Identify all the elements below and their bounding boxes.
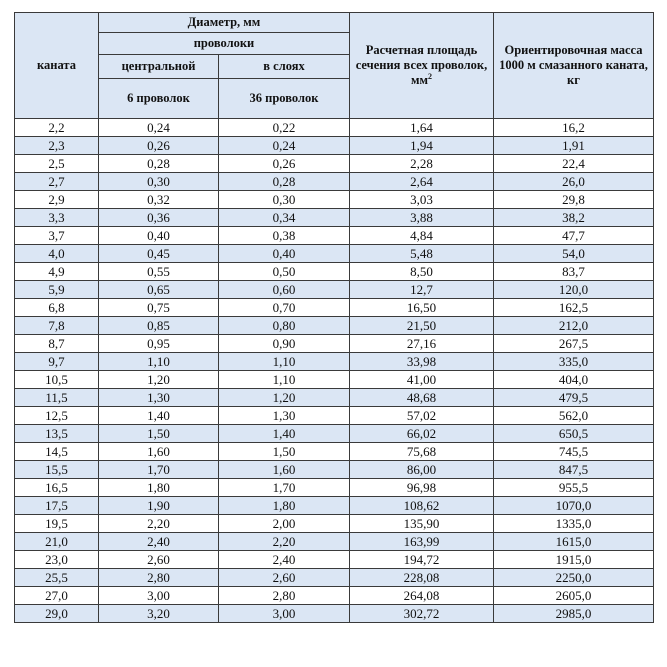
mass-cell: 1615,0	[494, 533, 654, 551]
table-row	[15, 587, 654, 605]
rope-diameter-cell: 12,5	[15, 407, 99, 425]
central-wire-cell: 0,65	[99, 281, 219, 299]
central-wire-header: центральной	[99, 55, 219, 79]
diameter-header: Диаметр, мм	[99, 13, 350, 33]
rope-diameter-cell: 25,5	[15, 569, 99, 587]
table-row	[15, 137, 654, 155]
mass-cell: 212,0	[494, 317, 654, 335]
mass-cell: 29,8	[494, 191, 654, 209]
area-cell: 2,64	[350, 173, 494, 191]
layer-wire-cell: 0,30	[219, 191, 350, 209]
table-row	[15, 227, 654, 245]
mass-cell: 267,5	[494, 335, 654, 353]
rope-diameter-cell: 2,7	[15, 173, 99, 191]
wires-header: проволоки	[99, 33, 350, 55]
rope-spec-table	[14, 12, 654, 623]
rope-diameter-cell: 23,0	[15, 551, 99, 569]
rope-diameter-cell: 10,5	[15, 371, 99, 389]
layer-wire-cell: 3,00	[219, 605, 350, 623]
layer-wire-cell: 1,50	[219, 443, 350, 461]
layer-wire-cell: 2,40	[219, 551, 350, 569]
central-wire-cell: 0,36	[99, 209, 219, 227]
table-row	[15, 335, 654, 353]
mass-cell: 2985,0	[494, 605, 654, 623]
table-row	[15, 389, 654, 407]
area-cell: 228,08	[350, 569, 494, 587]
table-row	[15, 407, 654, 425]
table-row	[15, 119, 654, 137]
rope-diameter-cell: 4,0	[15, 245, 99, 263]
area-cell: 75,68	[350, 443, 494, 461]
rope-diameter-cell: 4,9	[15, 263, 99, 281]
mass-header: Ориентировочная масса 1000 м смазанного каната, кг	[494, 13, 654, 119]
rope-diameter-cell: 9,7	[15, 353, 99, 371]
area-cell: 135,90	[350, 515, 494, 533]
area-cell: 41,00	[350, 371, 494, 389]
central-wire-cell: 1,70	[99, 461, 219, 479]
mass-cell: 650,5	[494, 425, 654, 443]
rope-diameter-cell: 21,0	[15, 533, 99, 551]
mass-cell: 1,91	[494, 137, 654, 155]
area-cell: 86,00	[350, 461, 494, 479]
central-wire-cell: 1,90	[99, 497, 219, 515]
layer-wire-cell: 0,22	[219, 119, 350, 137]
table-row	[15, 551, 654, 569]
area-cell: 5,48	[350, 245, 494, 263]
mass-cell: 162,5	[494, 299, 654, 317]
central-wire-cell: 0,75	[99, 299, 219, 317]
table-row	[15, 443, 654, 461]
layer-wire-cell: 0,26	[219, 155, 350, 173]
rope-diameter-cell: 19,5	[15, 515, 99, 533]
layer-wire-cell: 0,38	[219, 227, 350, 245]
area-cell: 21,50	[350, 317, 494, 335]
central-wire-cell: 0,26	[99, 137, 219, 155]
layer-wire-cell: 2,00	[219, 515, 350, 533]
layer-wire-cell: 0,40	[219, 245, 350, 263]
mass-cell: 745,5	[494, 443, 654, 461]
layer-wire-cell: 2,60	[219, 569, 350, 587]
central-wire-cell: 1,50	[99, 425, 219, 443]
central-wire-cell: 1,60	[99, 443, 219, 461]
layer-wire-cell: 0,90	[219, 335, 350, 353]
table-row	[15, 533, 654, 551]
area-cell: 302,72	[350, 605, 494, 623]
area-header	[350, 13, 494, 119]
rope-diameter-cell: 11,5	[15, 389, 99, 407]
layer-wire-cell: 1,70	[219, 479, 350, 497]
table-row	[15, 605, 654, 623]
layer-wire-cell: 1,10	[219, 371, 350, 389]
rope-diameter-cell: 29,0	[15, 605, 99, 623]
rope-diameter-cell: 3,3	[15, 209, 99, 227]
central-wire-cell: 3,00	[99, 587, 219, 605]
central-wire-cell: 1,40	[99, 407, 219, 425]
area-cell: 264,08	[350, 587, 494, 605]
area-cell: 33,98	[350, 353, 494, 371]
table-row	[15, 515, 654, 533]
layer-wire-cell: 0,70	[219, 299, 350, 317]
central-wire-cell: 0,28	[99, 155, 219, 173]
layer-wire-cell: 2,80	[219, 587, 350, 605]
central-wire-cell: 0,45	[99, 245, 219, 263]
table-row	[15, 299, 654, 317]
layer-wire-cell: 2,20	[219, 533, 350, 551]
central-wire-cell: 3,20	[99, 605, 219, 623]
rope-diameter-cell: 14,5	[15, 443, 99, 461]
area-cell: 16,50	[350, 299, 494, 317]
central-wire-cell: 2,20	[99, 515, 219, 533]
layer-wire-cell: 0,60	[219, 281, 350, 299]
mass-cell: 1070,0	[494, 497, 654, 515]
mass-cell: 22,4	[494, 155, 654, 173]
mass-cell: 47,7	[494, 227, 654, 245]
layer-wire-cell: 1,80	[219, 497, 350, 515]
rope-diameter-cell: 2,2	[15, 119, 99, 137]
area-header-label: Расчетная площадь сечения всех проволок, мм	[355, 43, 488, 87]
table-row	[15, 263, 654, 281]
mass-cell: 335,0	[494, 353, 654, 371]
central-wire-cell: 0,30	[99, 173, 219, 191]
layer-wire-cell: 1,60	[219, 461, 350, 479]
table-row	[15, 461, 654, 479]
table-body	[15, 119, 654, 623]
area-cell: 48,68	[350, 389, 494, 407]
mass-cell: 562,0	[494, 407, 654, 425]
layer-wire-cell: 0,24	[219, 137, 350, 155]
central-wire-cell: 0,55	[99, 263, 219, 281]
rope-diameter-cell: 8,7	[15, 335, 99, 353]
area-cell: 1,94	[350, 137, 494, 155]
central-wire-cell: 2,80	[99, 569, 219, 587]
central-wire-cell: 1,10	[99, 353, 219, 371]
table-row	[15, 569, 654, 587]
layer-wire-cell: 1,40	[219, 425, 350, 443]
table-container	[14, 12, 654, 623]
central-wire-cell: 1,20	[99, 371, 219, 389]
table-header	[15, 13, 654, 119]
layer-wire-cell: 0,50	[219, 263, 350, 281]
area-cell: 4,84	[350, 227, 494, 245]
rope-diameter-cell: 2,9	[15, 191, 99, 209]
area-cell: 96,98	[350, 479, 494, 497]
area-cell: 3,03	[350, 191, 494, 209]
layer-wire-cell: 1,20	[219, 389, 350, 407]
central-wire-cell: 1,80	[99, 479, 219, 497]
layer-wire-cell: 0,80	[219, 317, 350, 335]
rope-diameter-cell: 17,5	[15, 497, 99, 515]
table-row	[15, 371, 654, 389]
central-wire-cell: 0,85	[99, 317, 219, 335]
layer-wire-cell: 1,10	[219, 353, 350, 371]
mass-cell: 16,2	[494, 119, 654, 137]
layer-wire-cell: 1,30	[219, 407, 350, 425]
mass-cell: 54,0	[494, 245, 654, 263]
mass-cell: 120,0	[494, 281, 654, 299]
layer-count-header: 36 проволок	[219, 79, 350, 119]
central-wire-cell: 2,40	[99, 533, 219, 551]
table-row	[15, 317, 654, 335]
central-wire-cell: 0,40	[99, 227, 219, 245]
mass-cell: 2250,0	[494, 569, 654, 587]
layer-wire-cell: 0,34	[219, 209, 350, 227]
table-row	[15, 191, 654, 209]
area-unit-exponent: 2	[428, 71, 433, 81]
area-cell: 194,72	[350, 551, 494, 569]
mass-cell: 26,0	[494, 173, 654, 191]
mass-cell: 2605,0	[494, 587, 654, 605]
area-cell: 57,02	[350, 407, 494, 425]
layer-wire-header: в слоях	[219, 55, 350, 79]
central-count-header: 6 проволок	[99, 79, 219, 119]
rope-diameter-cell: 16,5	[15, 479, 99, 497]
rope-diameter-cell: 27,0	[15, 587, 99, 605]
rope-diameter-cell: 3,7	[15, 227, 99, 245]
table-row	[15, 281, 654, 299]
rope-diameter-cell: 6,8	[15, 299, 99, 317]
area-cell: 1,64	[350, 119, 494, 137]
table-row	[15, 209, 654, 227]
mass-cell: 847,5	[494, 461, 654, 479]
rope-diameter-cell: 2,5	[15, 155, 99, 173]
table-row	[15, 173, 654, 191]
mass-cell: 38,2	[494, 209, 654, 227]
area-cell: 66,02	[350, 425, 494, 443]
table-row	[15, 479, 654, 497]
central-wire-cell: 2,60	[99, 551, 219, 569]
rope-diameter-cell: 13,5	[15, 425, 99, 443]
table-row	[15, 353, 654, 371]
rope-diameter-cell: 15,5	[15, 461, 99, 479]
table-row	[15, 497, 654, 515]
area-cell: 3,88	[350, 209, 494, 227]
layer-wire-cell: 0,28	[219, 173, 350, 191]
central-wire-cell: 0,24	[99, 119, 219, 137]
area-cell: 2,28	[350, 155, 494, 173]
rope-diameter-cell: 2,3	[15, 137, 99, 155]
mass-cell: 479,5	[494, 389, 654, 407]
mass-cell: 1335,0	[494, 515, 654, 533]
rope-diameter-cell: 5,9	[15, 281, 99, 299]
rope-diameter-cell: 7,8	[15, 317, 99, 335]
area-cell: 163,99	[350, 533, 494, 551]
mass-cell: 1915,0	[494, 551, 654, 569]
rope-diameter-header: каната	[15, 13, 99, 119]
table-row	[15, 425, 654, 443]
area-cell: 108,62	[350, 497, 494, 515]
table-row	[15, 155, 654, 173]
mass-cell: 955,5	[494, 479, 654, 497]
central-wire-cell: 0,32	[99, 191, 219, 209]
central-wire-cell: 0,95	[99, 335, 219, 353]
table-row	[15, 245, 654, 263]
area-cell: 27,16	[350, 335, 494, 353]
area-cell: 8,50	[350, 263, 494, 281]
mass-cell: 83,7	[494, 263, 654, 281]
mass-cell: 404,0	[494, 371, 654, 389]
central-wire-cell: 1,30	[99, 389, 219, 407]
area-cell: 12,7	[350, 281, 494, 299]
